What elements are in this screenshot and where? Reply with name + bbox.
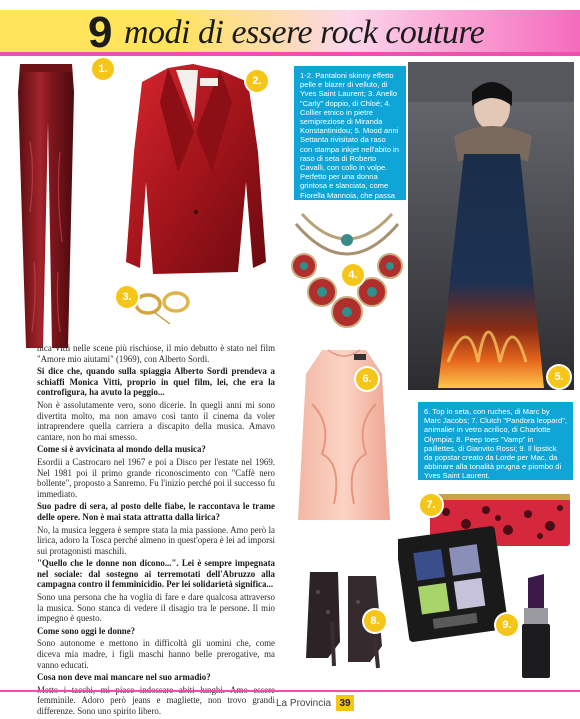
article-paragraph: nica Vitti nelle scene più rischiose, il mio debutto è stato nel film "Amore mio aiutami" (1969), con Alberto Sordi. — [37, 343, 275, 364]
page-header — [0, 0, 580, 62]
badge-5: 5. — [548, 366, 570, 388]
page-number: 39 — [336, 695, 354, 711]
badge-7: 7. — [420, 494, 442, 516]
article-question: Come sono oggi le donne? — [37, 625, 136, 636]
leather-trousers-photo — [10, 62, 90, 352]
article-question: Suo padre di sera, al posto delle fiabe, le raccontava le trame delle opere. Non è mai stata attratta dalla lirica? — [37, 501, 275, 522]
header-stripe — [0, 52, 580, 56]
badge-8: 8. — [364, 610, 386, 632]
velvet-blazer-photo — [108, 62, 278, 302]
lipstick-photo — [510, 572, 564, 682]
footer-stripe — [0, 690, 580, 692]
eyeshadow-palette-photo — [398, 524, 508, 644]
article-paragraph: Esordii a Castrocaro nel 1967 e poi a Disco per l'estate nel 1969. Nel 1981 poi il primo grande riconoscimento con "Caffè nero bollente", proposto a Sanremo. Fu l'inizio perché poi il successo fu immediato. — [37, 456, 275, 499]
article-paragraph: Sono una persona che ha voglia di fare e dare qualcosa attraverso la musica. Sono stanca di vedere il disagio tra le persone. Il mio impegno è questo. — [37, 592, 275, 624]
page-footer — [0, 690, 580, 719]
badge-2: 2. — [246, 70, 268, 92]
article-paragraph: femminile. Adoro però jeans e magliette, non trovo grandi differenze. Sono uno spirito libero. — [37, 695, 275, 716]
article-paragraph: No, la musica leggera è sempre stata la mia passione. Amo però la lirica, adoro la Tosca perché almeno in quest'opera è lei ad imporsi sui protagonisti maschili. — [37, 524, 275, 556]
badge-9: 9. — [496, 614, 518, 636]
article-question: Come si è avvicinata al mondo della musica? — [37, 444, 206, 455]
badge-4: 4. — [342, 264, 364, 286]
runway-dress-photo — [408, 62, 574, 390]
caption-bottom-text: 6. Top in seta, con ruches, di Marc by Marc Jacobs; 7. Clutch "Pandora leopard", animalier in vetro acrilico, di Charlotte Olympia; 8. Peep toes "Vamp" in paillettes, di Gianvito Rossi; 9. Il lipstick da popstar creato da Lorde per Mac, da abbinare alla tonalità prugna e piombo di Yves Saint Laurent. — [424, 407, 567, 481]
article-question: Si dice che, quando sulla spiaggia Alberto Sordi prendeva a schiaffi Monica Vitti, proprio in quel film, lei, che era la controfigura, ha avuto la peggio... — [37, 366, 275, 398]
badge-3: 3. — [116, 286, 138, 308]
caption-top-text: 1-2. Pantaloni skinny effetto pelle e blazer di velluto, di Yves Saint Laurent; 3. Anello "Carly" doppio, di Chloé; 4. Collier etnico in pietre semipreziose di Miranda Konstantinidou; 5. Mood anni Settanta rivisitato da raso con stampa inkjet nell'abito in raso di seta di Roberto Cavalli, con collo in volpe. Perfetto per una donna grintosa e slanciata, come Fiorella Mannoia, che passa con disinvoltura dal look gran sera alle T-shirt. — [300, 71, 399, 219]
article-paragraph: Non è assolutamente vero, sono dicerie. In quegli anni mi sono divertita molto, ma non amavo così tanto il cinema da voler intraprendere quella carriera a discapito della musica. Amavo cantare, non ho mai smesso. — [37, 399, 275, 442]
badge-1: 1. — [92, 58, 114, 80]
silk-ruffle-top-photo — [282, 344, 406, 526]
article-question: Cosa non deve mai mancare nel suo armadio? — [37, 672, 211, 683]
publication-name: La Provincia — [276, 698, 332, 709]
title-number: 9 — [88, 8, 113, 57]
caption-top — [294, 66, 406, 219]
article-paragraph: Sono autonome e mettono in difficoltà gli uomini che, come diceva mia madre, i figli maschi hanno belle prerogative, ma vanno educati. — [37, 638, 275, 670]
article-question: "Quello che le donne non dicono...". Lei è sempre impegnata nel sociale: dal sostegno ai terremotati dell'Abruzzo alla campagna contro il femminicidio. Per lei solidarietà significa... — [37, 558, 275, 590]
interview-article — [37, 343, 275, 719]
badge-6: 6. — [356, 368, 378, 390]
caption-bottom — [418, 402, 573, 480]
page-title: modi di essere rock couture — [124, 14, 485, 51]
